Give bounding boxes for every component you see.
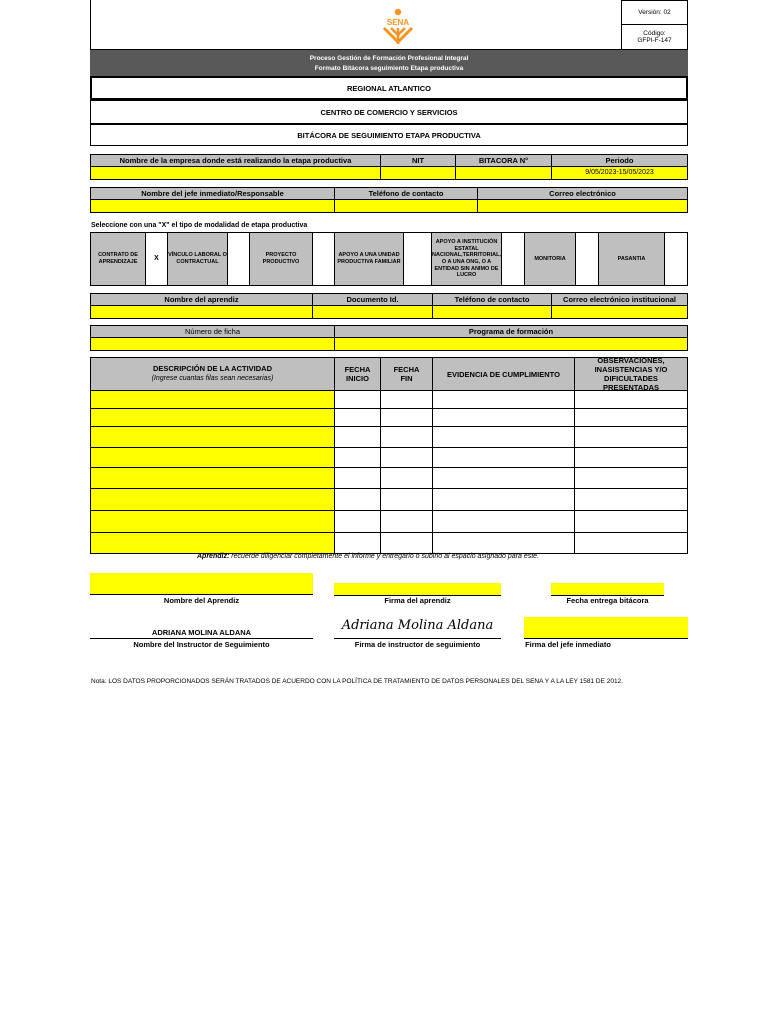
centro-text: CENTRO DE COMERCIO Y SERVICIOS (320, 107, 458, 117)
regional-text: REGIONAL ATLANTICO (346, 83, 432, 93)
regional-title (90, 76, 688, 100)
process-line-2: Formato Bitácora seguimiento Etapa productiva (314, 64, 464, 72)
boss-phone-label: Teléfono de contacto (368, 189, 444, 198)
code-box (621, 24, 688, 50)
modality-option-2-label: VÍNCULO LABORAL O CONTRACTUAL (168, 252, 227, 265)
instructor-signature: Adriana Molina Aldana (341, 618, 494, 633)
activity-evidence-input[interactable] (432, 532, 575, 554)
start-date-header-line2: INICIO (346, 374, 369, 383)
student-signature-field[interactable] (334, 583, 501, 595)
modality-check-3[interactable] (312, 232, 335, 286)
reminder (197, 553, 539, 560)
periodo-input[interactable] (551, 166, 688, 180)
evidence-header-text: EVIDENCIA DE CUMPLIMIENTO (447, 369, 560, 379)
boss-signature-line (524, 638, 688, 639)
modality-check-5[interactable] (501, 232, 525, 286)
reminder-text: recuerde diligenciar completamente el informe y entregarlo o subirlo al espacio asignado para este. (231, 553, 540, 560)
modality-option-6-label: MONITORIA (534, 255, 566, 262)
activity-desc-input[interactable] (90, 532, 335, 554)
activity-end-input[interactable] (380, 467, 433, 489)
activity-observations-input[interactable] (574, 532, 688, 554)
activity-evidence-input[interactable] (432, 510, 575, 533)
boss-email-input[interactable] (477, 199, 688, 213)
activity-observations-input[interactable] (574, 467, 688, 489)
periodo-value: 9/05/2023-15/05/2023 (585, 168, 654, 176)
activity-desc-input[interactable] (90, 510, 335, 533)
version-box (621, 0, 688, 25)
ficha-input[interactable] (90, 337, 335, 351)
reminder-prefix: Aprendiz: (197, 553, 230, 560)
activity-desc-input[interactable] (90, 467, 335, 489)
boss-name-input[interactable] (90, 199, 335, 213)
boss-signature-label: Firma del jefe inmediato (525, 640, 611, 649)
activity-desc-input[interactable] (90, 408, 335, 427)
instructor-name: ADRIANA MOLINA ALDANA (151, 628, 252, 637)
periodo-label: Periodo (605, 156, 634, 165)
bitacora-num-input[interactable] (455, 166, 552, 180)
observations-header-line3: DIFICULTADES PRESENTADAS (602, 374, 660, 392)
modality-check-6[interactable] (575, 232, 599, 286)
student-name-input[interactable] (90, 305, 313, 319)
modality-option-4-label: APOYO A UNA UNIDAD PRODUCTIVA FAMILIAR (337, 252, 401, 265)
end-date-header-line1: FECHA (393, 365, 420, 374)
student-phone-input[interactable] (432, 305, 552, 319)
activity-desc-sub: (Ingrese cuantas filas sean necesarias) (151, 375, 274, 383)
delivery-date-field[interactable] (551, 583, 664, 595)
activity-end-input[interactable] (380, 488, 433, 511)
activity-start-input[interactable] (334, 447, 381, 468)
student-name-sign-label: Nombre del Aprendiz (163, 596, 240, 605)
bitacora-title-text: BITÁCORA DE SEGUIMIENTO ETAPA PRODUCTIVA (297, 130, 481, 140)
sena-logo (378, 8, 418, 46)
observations-header (574, 357, 688, 391)
modality-check-7[interactable] (664, 232, 688, 286)
modality-option-7 (598, 232, 665, 286)
activity-desc-header (90, 357, 335, 391)
activity-evidence-input[interactable] (432, 426, 575, 448)
activity-start-input[interactable] (334, 488, 381, 511)
student-name-line (90, 594, 313, 595)
boss-signature-field[interactable] (524, 617, 688, 638)
sena-logo-text: SENA (386, 18, 410, 27)
observations-header-line2: INASISTENCIAS Y/O (594, 365, 668, 374)
student-signature-label: Firma del aprendiz (384, 596, 451, 605)
modality-option-3-label: PROYECTO PRODUCTIVO (262, 252, 300, 265)
activity-evidence-input[interactable] (432, 447, 575, 468)
boss-label: Nombre del jefe inmediato/Responsable (141, 189, 284, 198)
end-date-header (380, 357, 433, 391)
student-name-sign-field[interactable] (90, 573, 313, 594)
modality-instruction: Seleccione con una "X" el tipo de modalidad de etapa productiva (91, 222, 308, 229)
activity-observations-input[interactable] (574, 426, 688, 448)
activity-end-input[interactable] (380, 408, 433, 427)
activity-observations-input[interactable] (574, 408, 688, 427)
modality-option-5 (431, 232, 502, 286)
nit-label: NIT (411, 156, 425, 165)
student-phone-label: Teléfono de contacto (454, 295, 530, 304)
ficha-label: Número de ficha (184, 327, 241, 336)
activity-evidence-input[interactable] (432, 390, 575, 409)
delivery-date-label: Fecha entrega bitácora (566, 596, 649, 605)
start-date-header-line1: FECHA (344, 365, 371, 374)
instructor-name-label: Nombre del Instructor de Seguimiento (133, 640, 270, 649)
activity-observations-input[interactable] (574, 447, 688, 468)
company-input[interactable] (90, 166, 381, 180)
centro-title (90, 100, 688, 124)
activity-start-input[interactable] (334, 426, 381, 448)
activity-start-input[interactable] (334, 532, 381, 554)
student-name-label: Nombre del aprendiz (164, 295, 239, 304)
activity-end-input[interactable] (380, 510, 433, 533)
boss-phone-input[interactable] (334, 199, 478, 213)
boss-email-label: Correo electrónico (549, 189, 616, 198)
activity-end-input[interactable] (380, 390, 433, 409)
instructor-signature-label: Firma de instructor de seguimiento (354, 640, 481, 649)
student-doc-label: Documento Id. (346, 295, 399, 304)
bitacora-title (90, 124, 688, 146)
activity-end-input[interactable] (380, 426, 433, 448)
sena-logo-icon (378, 8, 418, 46)
modality-option-3 (249, 232, 313, 286)
modality-check-1[interactable] (145, 232, 168, 286)
version-text: Versión: 02 (638, 9, 671, 16)
process-banner (90, 50, 688, 76)
activity-evidence-input[interactable] (432, 467, 575, 489)
program-label: Programa de formación (468, 327, 554, 336)
student-email-input[interactable] (551, 305, 688, 319)
student-email-label: Correo electrónico institucional (563, 295, 676, 304)
modality-check-2[interactable] (227, 232, 250, 286)
modality-option-6 (524, 232, 576, 286)
student-doc-input[interactable] (312, 305, 433, 319)
activity-start-input[interactable] (334, 510, 381, 533)
nit-input[interactable] (380, 166, 456, 180)
code-value: GFPI-F-147 (637, 37, 672, 44)
activity-observations-input[interactable] (574, 488, 688, 511)
modality-option-4 (334, 232, 404, 286)
modality-check-1-mark: X (154, 254, 159, 262)
activity-desc-input[interactable] (90, 390, 335, 409)
activity-observations-input[interactable] (574, 390, 688, 409)
instructor-name-line (90, 638, 313, 639)
modality-option-5-label: APOYO A INSTITUCIÓN ESTATAL NACIONAL,TERRITORIAL, O A UNA ONG, O A ENTIDAD SIN ANIMO DE LUCRO (432, 239, 501, 279)
activity-desc-title: DESCRIPCIÓN DE LA ACTIVIDAD (152, 364, 273, 374)
activity-evidence-input[interactable] (432, 408, 575, 427)
activity-end-input[interactable] (380, 532, 433, 554)
modality-option-7-label: PASANTIA (617, 255, 646, 262)
modality-option-2 (167, 232, 228, 286)
activity-observations-input[interactable] (574, 510, 688, 533)
modality-option-1 (90, 232, 146, 286)
activity-desc-input[interactable] (90, 426, 335, 448)
code-label: Código: (643, 30, 666, 37)
end-date-header-line2: FIN (400, 374, 413, 383)
company-label: Nombre de la empresa donde está realizando la etapa productiva (119, 156, 352, 165)
activity-end-input[interactable] (380, 447, 433, 468)
activity-desc-input[interactable] (90, 447, 335, 468)
bitacora-num-label: BITACORA N° (478, 156, 529, 165)
process-line-1: Proceso Gestión de Formación Profesional Integral (309, 54, 469, 62)
privacy-note: Nota: LOS DATOS PROPORCIONADOS SERÁN TRATADOS DE ACUERDO CON LA POLÍTICA DE TRATAMIENTO DE DATOS PERSONALES DEL SENA Y A LA LEY 1581 DE 2012. (91, 678, 623, 685)
evidence-header (432, 357, 575, 391)
activity-evidence-input[interactable] (432, 488, 575, 511)
observations-header-line1: OBSERVACIONES, (597, 356, 665, 365)
start-date-header (334, 357, 381, 391)
activity-start-input[interactable] (334, 467, 381, 489)
activity-start-input[interactable] (334, 408, 381, 427)
activity-desc-input[interactable] (90, 488, 335, 511)
modality-check-4[interactable] (403, 232, 432, 286)
instructor-signature-line (334, 638, 501, 639)
modality-option-1-label: CONTRATO DE APRENDIZAJE (98, 252, 138, 265)
activity-start-input[interactable] (334, 390, 381, 409)
program-input[interactable] (334, 337, 688, 351)
